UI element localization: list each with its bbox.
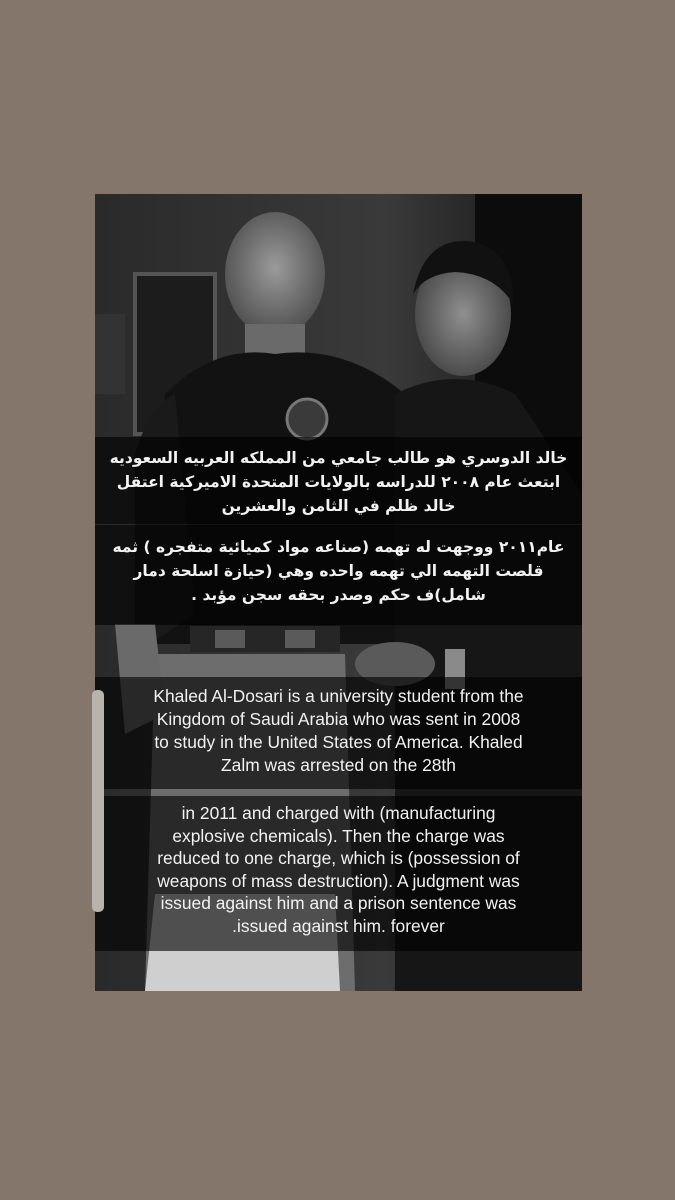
english-caption-1 bbox=[95, 677, 582, 789]
english-caption-1-text: Khaled Al-Dosari is a university student from the Kingdom of Saudi Arabia who was sent in 2008 to study in the United States of America. Khaled Zalm was arrested on the 28th bbox=[153, 686, 524, 775]
arabic-caption-1 bbox=[95, 437, 582, 524]
story-photo bbox=[95, 194, 582, 991]
arabic-caption-2 bbox=[95, 525, 582, 625]
arabic-caption-1-text: خالد الدوسري هو طالب جامعي من المملكه العربيه السعوديه ابتعث عام ٢٠٠٨ للدراسه بالولايات المتحدة الاميركية اعتقل خالد ظلم في الثامن والعشرين bbox=[109, 449, 568, 515]
english-caption-2 bbox=[95, 796, 582, 951]
arabic-caption-2-text: عام٢٠١١ ووجهت له تهمه (صناعه مواد كميائية متفجره ) ثمه قلصت التهمه الي تهمه واحده وهي (حيازة اسلحة دمار شامل)ف حكم وصدر بحقه سجن مؤبد . bbox=[112, 538, 565, 604]
english-caption-2-text: in 2011 and charged with (manufacturing explosive chemicals). Then the charge was reduced to one charge, which is (possession of weapons of mass destruction). A judgment was issued against him and a prison sentence was .issued against him. forever bbox=[157, 803, 520, 936]
edge-handle[interactable] bbox=[92, 690, 104, 912]
